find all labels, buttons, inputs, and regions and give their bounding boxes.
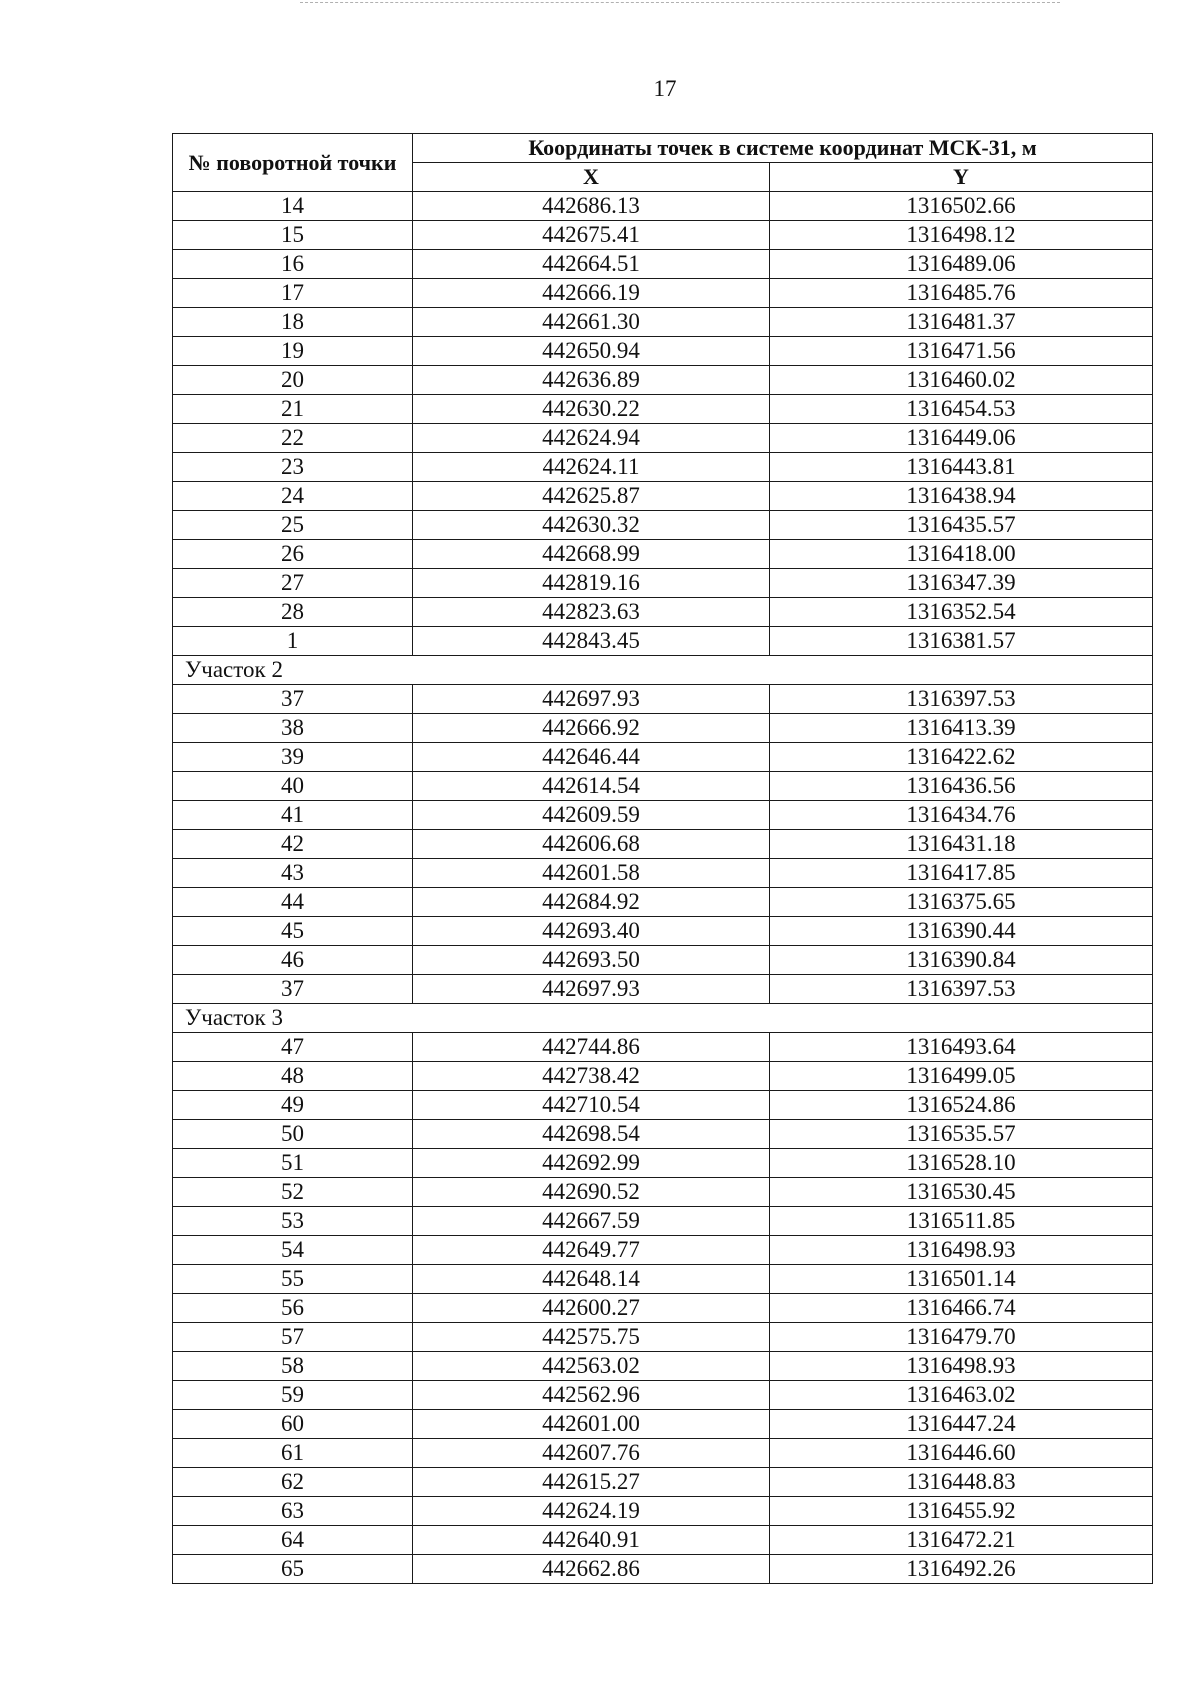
- point-number-cell: 43: [173, 859, 413, 888]
- point-number-cell: 23: [173, 453, 413, 482]
- table-row: [173, 975, 1153, 1004]
- point-number-cell: 47: [173, 1033, 413, 1062]
- y-coordinate-cell: 1316489.06: [770, 250, 1153, 279]
- table-row: [173, 1323, 1153, 1352]
- table-row: [173, 366, 1153, 395]
- x-coordinate-cell: 442819.16: [413, 569, 770, 598]
- point-number-cell: 48: [173, 1062, 413, 1091]
- y-coordinate-cell: 1316417.85: [770, 859, 1153, 888]
- table-row: [173, 917, 1153, 946]
- table-row: [173, 685, 1153, 714]
- table-row: [173, 337, 1153, 366]
- y-coordinate-cell: 1316493.64: [770, 1033, 1153, 1062]
- point-number-cell: 50: [173, 1120, 413, 1149]
- x-coordinate-cell: 442692.99: [413, 1149, 770, 1178]
- x-coordinate-cell: 442684.92: [413, 888, 770, 917]
- y-coordinate-cell: 1316443.81: [770, 453, 1153, 482]
- y-coordinate-cell: 1316481.37: [770, 308, 1153, 337]
- x-coordinate-cell: 442601.00: [413, 1410, 770, 1439]
- x-coordinate-cell: 442664.51: [413, 250, 770, 279]
- x-coordinate-cell: 442661.30: [413, 308, 770, 337]
- table-row: [173, 1236, 1153, 1265]
- y-coordinate-cell: 1316455.92: [770, 1497, 1153, 1526]
- x-coordinate-cell: 442606.68: [413, 830, 770, 859]
- header-coordinates: Координаты точек в системе координат МСК-31, м: [413, 134, 1153, 163]
- x-coordinate-cell: 442614.54: [413, 772, 770, 801]
- y-coordinate-cell: 1316436.56: [770, 772, 1153, 801]
- point-number-cell: 20: [173, 366, 413, 395]
- table-row: [173, 1381, 1153, 1410]
- y-coordinate-cell: 1316352.54: [770, 598, 1153, 627]
- table-row: [173, 830, 1153, 859]
- table-row: [173, 1497, 1153, 1526]
- section-row: [173, 656, 1153, 685]
- y-coordinate-cell: 1316438.94: [770, 482, 1153, 511]
- x-coordinate-cell: 442693.50: [413, 946, 770, 975]
- point-number-cell: 65: [173, 1555, 413, 1584]
- table-row: [173, 1555, 1153, 1584]
- point-number-cell: 57: [173, 1323, 413, 1352]
- x-coordinate-cell: 442575.75: [413, 1323, 770, 1352]
- table-row: [173, 1033, 1153, 1062]
- point-number-cell: 55: [173, 1265, 413, 1294]
- x-coordinate-cell: 442686.13: [413, 192, 770, 221]
- point-number-cell: 14: [173, 192, 413, 221]
- x-coordinate-cell: 442698.54: [413, 1120, 770, 1149]
- y-coordinate-cell: 1316447.24: [770, 1410, 1153, 1439]
- table-row: [173, 1410, 1153, 1439]
- point-number-cell: 39: [173, 743, 413, 772]
- point-number-cell: 22: [173, 424, 413, 453]
- table-row: [173, 1439, 1153, 1468]
- point-number-cell: 54: [173, 1236, 413, 1265]
- y-coordinate-cell: 1316498.93: [770, 1352, 1153, 1381]
- point-number-cell: 59: [173, 1381, 413, 1410]
- point-number-cell: 1: [173, 627, 413, 656]
- y-coordinate-cell: 1316460.02: [770, 366, 1153, 395]
- x-coordinate-cell: 442666.92: [413, 714, 770, 743]
- y-coordinate-cell: 1316492.26: [770, 1555, 1153, 1584]
- page-number: 17: [653, 76, 677, 101]
- point-number-cell: 41: [173, 801, 413, 830]
- point-number-cell: 15: [173, 221, 413, 250]
- x-coordinate-cell: 442690.52: [413, 1178, 770, 1207]
- y-coordinate-cell: 1316431.18: [770, 830, 1153, 859]
- table-row: [173, 250, 1153, 279]
- point-number-cell: 27: [173, 569, 413, 598]
- point-number-cell: 58: [173, 1352, 413, 1381]
- point-number-cell: 37: [173, 975, 413, 1004]
- y-coordinate-cell: 1316375.65: [770, 888, 1153, 917]
- table-row: [173, 511, 1153, 540]
- y-coordinate-cell: 1316498.12: [770, 221, 1153, 250]
- x-coordinate-cell: 442562.96: [413, 1381, 770, 1410]
- y-coordinate-cell: 1316479.70: [770, 1323, 1153, 1352]
- y-coordinate-cell: 1316454.53: [770, 395, 1153, 424]
- table-row: [173, 221, 1153, 250]
- y-coordinate-cell: 1316422.62: [770, 743, 1153, 772]
- table-row: [173, 453, 1153, 482]
- table-row: [173, 888, 1153, 917]
- y-coordinate-cell: 1316511.85: [770, 1207, 1153, 1236]
- point-number-cell: 25: [173, 511, 413, 540]
- x-coordinate-cell: 442675.41: [413, 221, 770, 250]
- table-row: [173, 772, 1153, 801]
- header-x: X: [413, 163, 770, 192]
- table-row: [173, 308, 1153, 337]
- point-number-cell: 60: [173, 1410, 413, 1439]
- y-coordinate-cell: 1316501.14: [770, 1265, 1153, 1294]
- x-coordinate-cell: 442697.93: [413, 685, 770, 714]
- x-coordinate-cell: 442668.99: [413, 540, 770, 569]
- x-coordinate-cell: 442601.58: [413, 859, 770, 888]
- x-coordinate-cell: 442600.27: [413, 1294, 770, 1323]
- table-row: [173, 482, 1153, 511]
- y-coordinate-cell: 1316499.05: [770, 1062, 1153, 1091]
- table-row: [173, 424, 1153, 453]
- header-y: Y: [770, 163, 1153, 192]
- table-row: [173, 1352, 1153, 1381]
- y-coordinate-cell: 1316466.74: [770, 1294, 1153, 1323]
- point-number-cell: 51: [173, 1149, 413, 1178]
- x-coordinate-cell: 442630.22: [413, 395, 770, 424]
- table-row: [173, 946, 1153, 975]
- point-number-cell: 21: [173, 395, 413, 424]
- point-number-cell: 64: [173, 1526, 413, 1555]
- y-coordinate-cell: 1316397.53: [770, 975, 1153, 1004]
- section-title: Участок 2: [173, 656, 1153, 685]
- y-coordinate-cell: 1316413.39: [770, 714, 1153, 743]
- x-coordinate-cell: 442693.40: [413, 917, 770, 946]
- x-coordinate-cell: 442667.59: [413, 1207, 770, 1236]
- table-row: [173, 540, 1153, 569]
- y-coordinate-cell: 1316485.76: [770, 279, 1153, 308]
- x-coordinate-cell: 442615.27: [413, 1468, 770, 1497]
- y-coordinate-cell: 1316347.39: [770, 569, 1153, 598]
- y-coordinate-cell: 1316418.00: [770, 540, 1153, 569]
- y-coordinate-cell: 1316472.21: [770, 1526, 1153, 1555]
- table-row: [173, 598, 1153, 627]
- y-coordinate-cell: 1316528.10: [770, 1149, 1153, 1178]
- x-coordinate-cell: 442823.63: [413, 598, 770, 627]
- y-coordinate-cell: 1316397.53: [770, 685, 1153, 714]
- point-number-cell: 63: [173, 1497, 413, 1526]
- table-row: [173, 279, 1153, 308]
- x-coordinate-cell: 442649.77: [413, 1236, 770, 1265]
- table-row: [173, 1062, 1153, 1091]
- y-coordinate-cell: 1316381.57: [770, 627, 1153, 656]
- table-row: [173, 1091, 1153, 1120]
- point-number-cell: 17: [173, 279, 413, 308]
- table-row: [173, 395, 1153, 424]
- table-row: [173, 1265, 1153, 1294]
- point-number-cell: 46: [173, 946, 413, 975]
- point-number-cell: 38: [173, 714, 413, 743]
- y-coordinate-cell: 1316390.44: [770, 917, 1153, 946]
- point-number-cell: 49: [173, 1091, 413, 1120]
- y-coordinate-cell: 1316434.76: [770, 801, 1153, 830]
- x-coordinate-cell: 442666.19: [413, 279, 770, 308]
- table-body: [173, 192, 1153, 1584]
- x-coordinate-cell: 442624.94: [413, 424, 770, 453]
- scan-edge-line: [300, 2, 1060, 5]
- x-coordinate-cell: 442744.86: [413, 1033, 770, 1062]
- table-row: [173, 1149, 1153, 1178]
- point-number-cell: 42: [173, 830, 413, 859]
- point-number-cell: 16: [173, 250, 413, 279]
- y-coordinate-cell: 1316471.56: [770, 337, 1153, 366]
- x-coordinate-cell: 442625.87: [413, 482, 770, 511]
- x-coordinate-cell: 442624.19: [413, 1497, 770, 1526]
- x-coordinate-cell: 442710.54: [413, 1091, 770, 1120]
- y-coordinate-cell: 1316463.02: [770, 1381, 1153, 1410]
- y-coordinate-cell: 1316530.45: [770, 1178, 1153, 1207]
- table-row: [173, 714, 1153, 743]
- x-coordinate-cell: 442697.93: [413, 975, 770, 1004]
- table-row: [173, 192, 1153, 221]
- coordinates-table: [172, 133, 1153, 1584]
- point-number-cell: 53: [173, 1207, 413, 1236]
- y-coordinate-cell: 1316446.60: [770, 1439, 1153, 1468]
- point-number-cell: 24: [173, 482, 413, 511]
- table-row: [173, 569, 1153, 598]
- x-coordinate-cell: 442563.02: [413, 1352, 770, 1381]
- table-row: [173, 1207, 1153, 1236]
- x-coordinate-cell: 442650.94: [413, 337, 770, 366]
- point-number-cell: 40: [173, 772, 413, 801]
- y-coordinate-cell: 1316502.66: [770, 192, 1153, 221]
- table-row: [173, 1468, 1153, 1497]
- table-row: [173, 1178, 1153, 1207]
- section-title: Участок 3: [173, 1004, 1153, 1033]
- x-coordinate-cell: 442630.32: [413, 511, 770, 540]
- header-point-number: № поворотной точки: [173, 134, 413, 192]
- table-row: [173, 1120, 1153, 1149]
- x-coordinate-cell: 442646.44: [413, 743, 770, 772]
- point-number-cell: 26: [173, 540, 413, 569]
- y-coordinate-cell: 1316498.93: [770, 1236, 1153, 1265]
- table-row: [173, 1294, 1153, 1323]
- y-coordinate-cell: 1316524.86: [770, 1091, 1153, 1120]
- x-coordinate-cell: 442648.14: [413, 1265, 770, 1294]
- x-coordinate-cell: 442640.91: [413, 1526, 770, 1555]
- x-coordinate-cell: 442636.89: [413, 366, 770, 395]
- table-row: [173, 627, 1153, 656]
- point-number-cell: 37: [173, 685, 413, 714]
- table-row: [173, 743, 1153, 772]
- x-coordinate-cell: 442607.76: [413, 1439, 770, 1468]
- point-number-cell: 28: [173, 598, 413, 627]
- point-number-cell: 18: [173, 308, 413, 337]
- x-coordinate-cell: 442738.42: [413, 1062, 770, 1091]
- point-number-cell: 56: [173, 1294, 413, 1323]
- table-row: [173, 1526, 1153, 1555]
- point-number-cell: 52: [173, 1178, 413, 1207]
- y-coordinate-cell: 1316448.83: [770, 1468, 1153, 1497]
- table-row: [173, 801, 1153, 830]
- point-number-cell: 19: [173, 337, 413, 366]
- point-number-cell: 44: [173, 888, 413, 917]
- x-coordinate-cell: 442843.45: [413, 627, 770, 656]
- table-row: [173, 859, 1153, 888]
- point-number-cell: 62: [173, 1468, 413, 1497]
- point-number-cell: 61: [173, 1439, 413, 1468]
- y-coordinate-cell: 1316449.06: [770, 424, 1153, 453]
- y-coordinate-cell: 1316535.57: [770, 1120, 1153, 1149]
- x-coordinate-cell: 442609.59: [413, 801, 770, 830]
- x-coordinate-cell: 442662.86: [413, 1555, 770, 1584]
- section-row: [173, 1004, 1153, 1033]
- y-coordinate-cell: 1316435.57: [770, 511, 1153, 540]
- x-coordinate-cell: 442624.11: [413, 453, 770, 482]
- point-number-cell: 45: [173, 917, 413, 946]
- y-coordinate-cell: 1316390.84: [770, 946, 1153, 975]
